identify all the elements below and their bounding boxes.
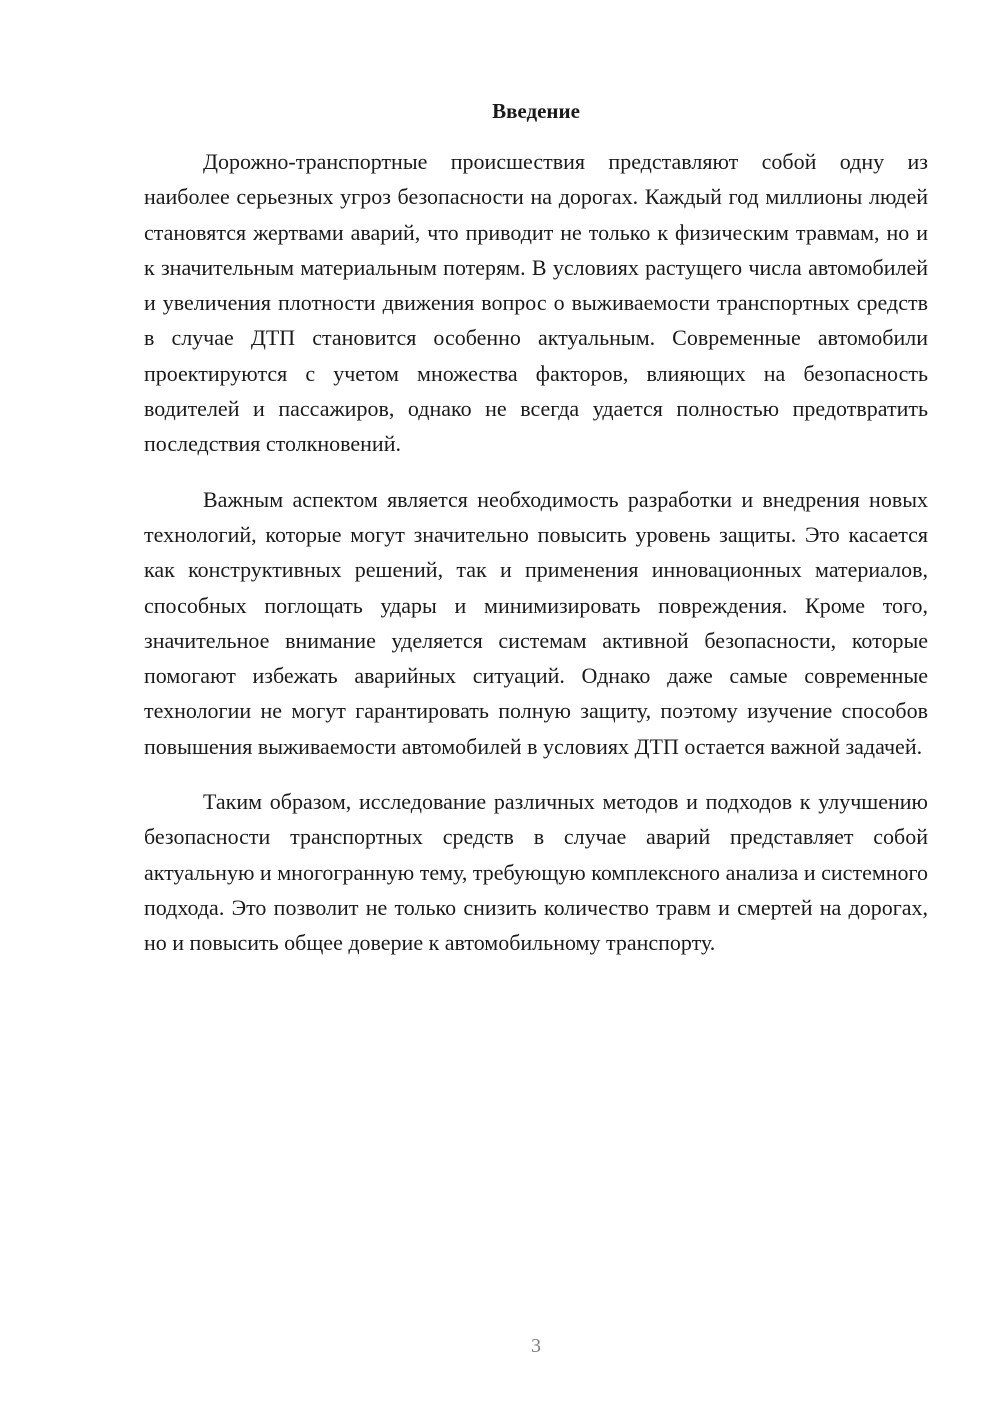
section-title: Введение [492, 99, 580, 123]
paragraph-3: Таким образом, исследование различных методов и подходов к улучшению безопасности транспортных средств в случае аварий представляет собой актуальную и многогранную тему, требующую комплексного анализа и системного подхода. Это позволит не только снизить количество травм и смертей на дорогах, но и повысить общее доверие к автомобильному транспорту. [144, 789, 928, 956]
paragraph-1: Дорожно-транспортные происшествия представляют собой одну из наиболее серьезных угроз безопасности на дорогах. Каждый год миллионы людей становятся жертвами аварий, что приводит не только к физическим травмам, но и к значительным материальным потерям. В условиях растущего числа автомобилей и увеличения плотности движения вопрос о выживаемости транспортных средств в случае ДТП становится особенно актуальным. Современные автомобили проектируются с учетом множества факторов, влияющих на безопасность водителей и пассажиров, однако не всегда удается полностью предотвратить последствия столкновений. [144, 149, 928, 457]
body-text [144, 144, 928, 981]
paragraph-2: Важным аспектом является необходимость разработки и внедрения новых технологий, которые могут значительно повысить уровень защиты. Это касается как конструктивных решений, так и применения инновационных материалов, способных поглощать удары и минимизировать повреждения. Кроме того, значительное внимание уделяется системам активной безопасности, которые помогают избежать аварийных ситуаций. Однако даже самые современные технологии не могут гарантировать полную защиту, поэтому изучение способов повышения выживаемости автомобилей в условиях ДТП остается важной задачей. [144, 486, 928, 759]
page-number: 3 [531, 1335, 541, 1357]
